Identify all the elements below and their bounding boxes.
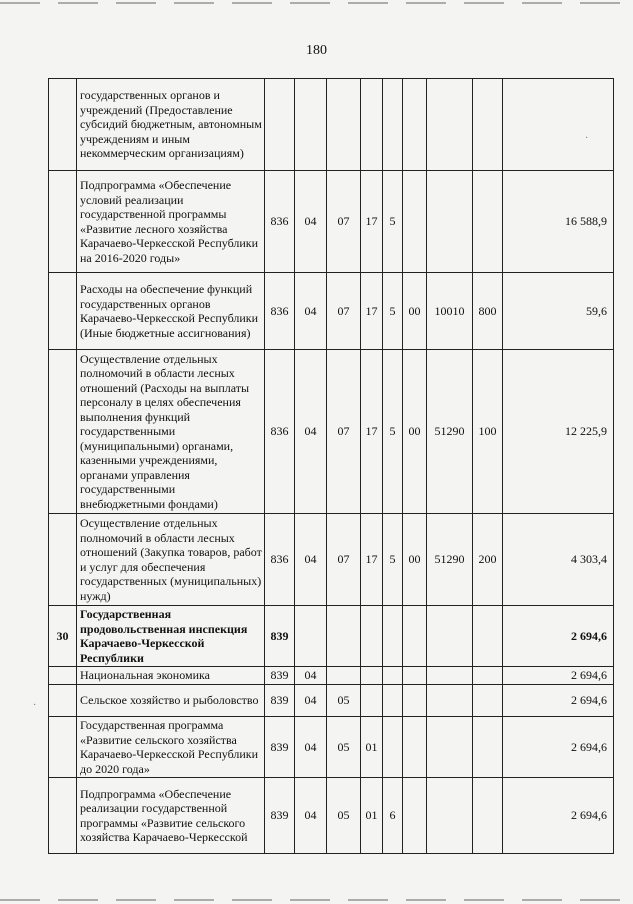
code-expense — [473, 171, 503, 273]
row-name: Подпрограмма «Обеспечение условий реализации государственной программы «Развитие лесного хозяйства Карачаево-Черкесской Республики на 2016-2020 годы» — [77, 171, 265, 273]
code-target — [427, 667, 473, 685]
code-ministry: 839 — [265, 778, 295, 854]
code-program — [361, 667, 383, 685]
code-subprogram: 5 — [383, 171, 403, 273]
row-name: государственных органов и учреждений (Предоставление субсидий бюджетным, автономным учреждениям и иным некоммерческим организациям) — [77, 79, 265, 171]
code-expense — [473, 685, 503, 717]
code-section: 04 — [295, 350, 327, 514]
code-section — [295, 79, 327, 171]
code-subsection: 05 — [327, 685, 361, 717]
code-program — [361, 685, 383, 717]
code-subsection: 05 — [327, 717, 361, 778]
table-row — [49, 717, 614, 778]
row-amount: 16 588,9 — [503, 171, 614, 273]
row-number — [49, 350, 77, 514]
table-row — [49, 685, 614, 717]
code-section: 04 — [295, 778, 327, 854]
scan-dot: · — [33, 700, 37, 711]
table-row — [49, 273, 614, 350]
code-direction — [403, 717, 427, 778]
row-name: Национальная экономика — [77, 667, 265, 685]
row-number — [49, 685, 77, 717]
code-expense — [473, 606, 503, 667]
code-program: 17 — [361, 273, 383, 350]
code-section: 04 — [295, 667, 327, 685]
code-subprogram — [383, 667, 403, 685]
code-subsection: 05 — [327, 778, 361, 854]
row-amount: 2 694,6 — [503, 778, 614, 854]
code-direction — [403, 606, 427, 667]
code-expense — [473, 79, 503, 171]
code-ministry: 836 — [265, 273, 295, 350]
code-subsection: 07 — [327, 273, 361, 350]
code-ministry: 839 — [265, 685, 295, 717]
code-expense: 200 — [473, 514, 503, 606]
table-row — [49, 667, 614, 685]
budget-table — [48, 78, 614, 854]
code-program: 01 — [361, 778, 383, 854]
code-subsection: 07 — [327, 350, 361, 514]
code-subprogram: 5 — [383, 514, 403, 606]
code-direction — [403, 685, 427, 717]
code-subprogram: 5 — [383, 273, 403, 350]
code-target — [427, 79, 473, 171]
code-ministry: 839 — [265, 667, 295, 685]
code-ministry: 836 — [265, 350, 295, 514]
row-name: Осуществление отдельных полномочий в области лесных отношений (Закупка товаров, работ и услуг для обеспечения государственных (муниципальных) нужд) — [77, 514, 265, 606]
table-row — [49, 606, 614, 667]
scan-edge-top — [0, 2, 633, 4]
code-expense: 100 — [473, 350, 503, 514]
code-ministry: 839 — [265, 717, 295, 778]
table-row — [49, 514, 614, 606]
row-number — [49, 778, 77, 854]
row-amount: 2 694,6 — [503, 685, 614, 717]
code-section: 04 — [295, 273, 327, 350]
code-program — [361, 606, 383, 667]
table-row — [49, 79, 614, 171]
table-row — [49, 171, 614, 273]
row-amount: 4 303,4 — [503, 514, 614, 606]
code-target: 10010 — [427, 273, 473, 350]
code-section: 04 — [295, 171, 327, 273]
scan-dot: · — [585, 133, 589, 144]
code-section: 04 — [295, 514, 327, 606]
code-section — [295, 606, 327, 667]
code-subsection — [327, 79, 361, 171]
row-name: Подпрограмма «Обеспечение реализации государственной программы «Развитие сельского хозяйства Карачаево-Черкесской — [77, 778, 265, 854]
row-amount: 59,6 — [503, 273, 614, 350]
code-section: 04 — [295, 685, 327, 717]
table-row — [49, 350, 614, 514]
row-number — [49, 79, 77, 171]
code-subsection — [327, 606, 361, 667]
code-subprogram: 5 — [383, 350, 403, 514]
code-ministry: 836 — [265, 171, 295, 273]
code-direction: 00 — [403, 273, 427, 350]
code-ministry: 839 — [265, 606, 295, 667]
row-number — [49, 717, 77, 778]
code-ministry: 836 — [265, 514, 295, 606]
code-target: 51290 — [427, 514, 473, 606]
row-amount — [503, 79, 614, 171]
row-amount: 2 694,6 — [503, 717, 614, 778]
code-subsection: 07 — [327, 514, 361, 606]
row-amount: 12 225,9 — [503, 350, 614, 514]
row-name: Сельское хозяйство и рыболовство — [77, 685, 265, 717]
row-number — [49, 273, 77, 350]
code-subprogram — [383, 606, 403, 667]
row-amount: 2 694,6 — [503, 667, 614, 685]
code-ministry — [265, 79, 295, 171]
code-expense: 800 — [473, 273, 503, 350]
code-subsection — [327, 667, 361, 685]
code-section: 04 — [295, 717, 327, 778]
code-expense — [473, 717, 503, 778]
code-target: 51290 — [427, 350, 473, 514]
row-name: Государственная продовольственная инспекция Карачаево-Черкесской Республики — [77, 606, 265, 667]
code-direction — [403, 171, 427, 273]
page-number: 180 — [306, 43, 327, 58]
code-target — [427, 685, 473, 717]
code-target — [427, 171, 473, 273]
code-target — [427, 606, 473, 667]
code-direction — [403, 79, 427, 171]
code-expense — [473, 667, 503, 685]
code-subsection: 07 — [327, 171, 361, 273]
row-amount: 2 694,6 — [503, 606, 614, 667]
row-number — [49, 171, 77, 273]
row-number: 30 — [49, 606, 77, 667]
scan-edge-bottom — [0, 899, 633, 901]
row-name: Расходы на обеспечение функций государственных органов Карачаево-Черкесской Республики (Иные бюджетные ассигнования) — [77, 273, 265, 350]
row-name: Государственная программа «Развитие сельского хозяйства Карачаево-Черкесской Республики до 2020 года» — [77, 717, 265, 778]
code-program: 17 — [361, 350, 383, 514]
code-subprogram — [383, 79, 403, 171]
code-target — [427, 717, 473, 778]
code-program: 17 — [361, 514, 383, 606]
code-program: 01 — [361, 717, 383, 778]
code-program — [361, 79, 383, 171]
code-expense — [473, 778, 503, 854]
row-number — [49, 514, 77, 606]
row-number — [49, 667, 77, 685]
code-program: 17 — [361, 171, 383, 273]
row-name: Осуществление отдельных полномочий в области лесных отношений (Расходы на выплаты персоналу в целях обеспечения выполнения функций государственными (муниципальными) органами, казенными учреждениями, органами управления государственными внебюджетными фондами) — [77, 350, 265, 514]
code-direction — [403, 667, 427, 685]
code-subprogram — [383, 685, 403, 717]
code-direction: 00 — [403, 350, 427, 514]
table-row — [49, 778, 614, 854]
code-target — [427, 778, 473, 854]
code-direction: 00 — [403, 514, 427, 606]
budget-table-body — [49, 79, 614, 854]
code-subprogram — [383, 717, 403, 778]
code-subprogram: 6 — [383, 778, 403, 854]
code-direction — [403, 778, 427, 854]
